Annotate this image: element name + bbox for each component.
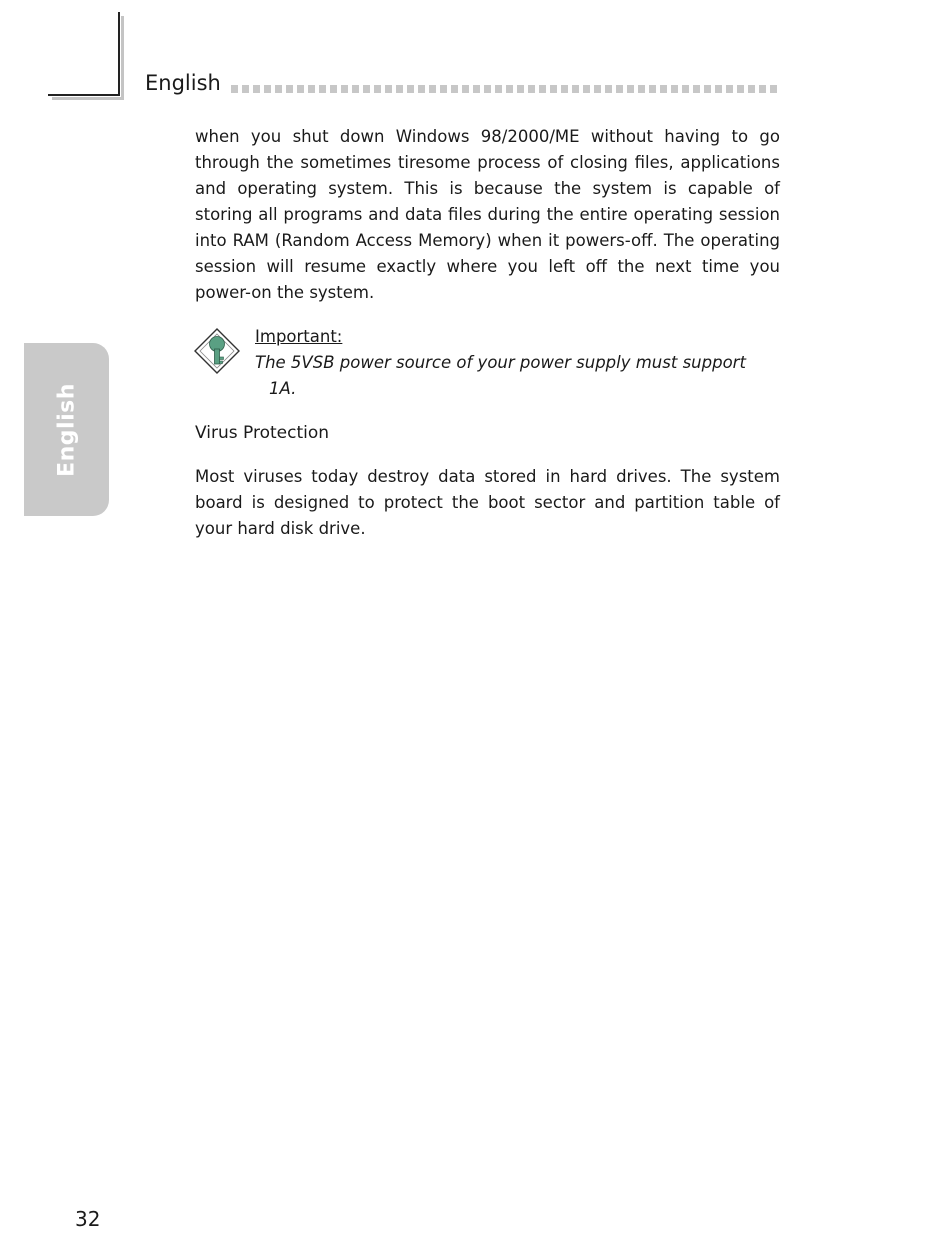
page-number: 32 xyxy=(75,1207,101,1231)
corner-mark-shadow-horizontal xyxy=(52,97,124,100)
note-text-line2: 1A. xyxy=(269,379,297,398)
note-heading: Important: xyxy=(255,327,343,346)
section-heading-virus-protection: Virus Protection xyxy=(195,423,330,443)
virus-paragraph: Most viruses today destroy data stored in hard drives. The system board is designed to protect the boot sector and partition table of your hard disk drive. xyxy=(195,467,780,538)
note-text-line1: The 5VSB power source of your power supply must support xyxy=(255,353,746,372)
corner-mark-shadow-vertical xyxy=(121,16,124,100)
intro-paragraph: when you shut down Windows 98/2000/ME without having to go through the sometimes tiresome process of closing files, applications and operating system. This is because the system is capable of storing all programs and data files during the entire operating session into RAM (Random Access Memory) when it powers-off. The operating session will resume exactly where you left off the next time you power-on the system. xyxy=(195,127,780,302)
important-note xyxy=(255,324,780,402)
header-title: English xyxy=(145,71,221,95)
side-language-tab xyxy=(24,343,109,516)
corner-mark-vertical xyxy=(118,12,120,96)
side-tab-label: English xyxy=(54,382,79,477)
header-dotted-rule xyxy=(231,85,780,93)
key-diamond-icon xyxy=(193,327,241,375)
corner-mark-horizontal xyxy=(48,94,120,96)
